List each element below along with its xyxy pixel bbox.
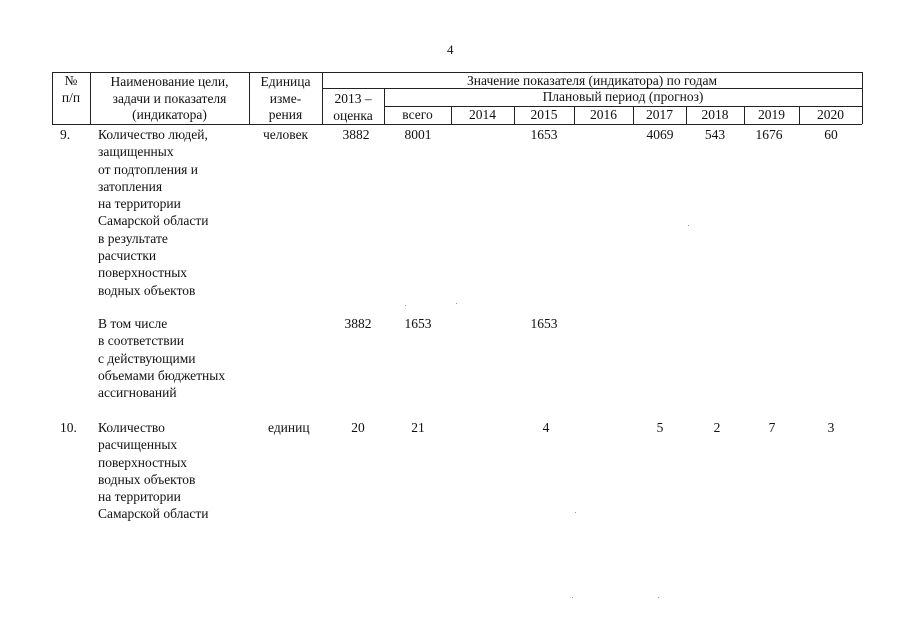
value-2018: 543: [704, 127, 726, 142]
value-2020: 3: [827, 420, 835, 435]
indicator-name: Количество расчищенных поверхностных водных объектов на территории Самарской области: [98, 420, 209, 522]
value-2019: 7: [768, 420, 776, 435]
scan-speck: [575, 512, 576, 513]
header-col-no: № п/п: [61, 73, 81, 105]
value-2017: 4069: [646, 127, 674, 142]
header-values-title: Значение показателя (индикатора) по годам: [467, 73, 717, 88]
scan-speck: [658, 597, 659, 598]
indicator-name: Количество людей, защищенных от подтопления и затопления на территории Самарской области в результате расчистки поверхностных водных объектов: [98, 127, 209, 298]
scan-speck: [456, 303, 457, 304]
value-total: 8001: [404, 127, 432, 142]
header-plan-col: всего: [402, 107, 433, 122]
estimate-value: 3882: [342, 127, 370, 142]
value-total: 21: [411, 420, 425, 435]
value-2019: 1676: [755, 127, 783, 142]
value-2017: 5: [656, 420, 664, 435]
header-col-name: Наименование цели, задачи и показателя (индикатора): [110, 74, 229, 122]
page-number: 4: [447, 42, 454, 57]
scan-speck: [688, 225, 689, 226]
value-total: 1653: [404, 316, 432, 331]
header-col-unit: Единица изме- рения: [260, 74, 311, 122]
value-2015: 1653: [530, 316, 558, 331]
scan-speck: [405, 305, 406, 306]
header-plan-col: 2016: [590, 107, 617, 122]
value-2020: 60: [824, 127, 838, 142]
header-plan-col: 2020: [817, 107, 844, 122]
estimate-value: 20: [351, 420, 365, 435]
unit: единиц: [268, 420, 310, 435]
header-plan-col: 2014: [469, 107, 496, 122]
row-number: 9.: [60, 127, 71, 142]
value-2015: 4: [542, 420, 550, 435]
row-number: 10.: [60, 420, 77, 435]
unit: человек: [263, 127, 309, 142]
header-plan-title: Плановый период (прогноз): [542, 89, 704, 104]
header-plan-col: 2018: [701, 107, 729, 122]
header-plan-col: 2017: [646, 107, 673, 122]
value-2015: 1653: [530, 127, 558, 142]
header-plan-col: 2019: [758, 107, 785, 122]
header-col-estimate: 2013 – оценка: [333, 91, 373, 123]
estimate-value: 3882: [344, 316, 372, 331]
scan-speck: [572, 597, 573, 598]
indicator-name: В том числе в соответствии с действующими объемами бюджетных ассигнований: [98, 316, 226, 401]
header-plan-col: 2015: [530, 107, 558, 122]
value-2018: 2: [713, 420, 721, 435]
